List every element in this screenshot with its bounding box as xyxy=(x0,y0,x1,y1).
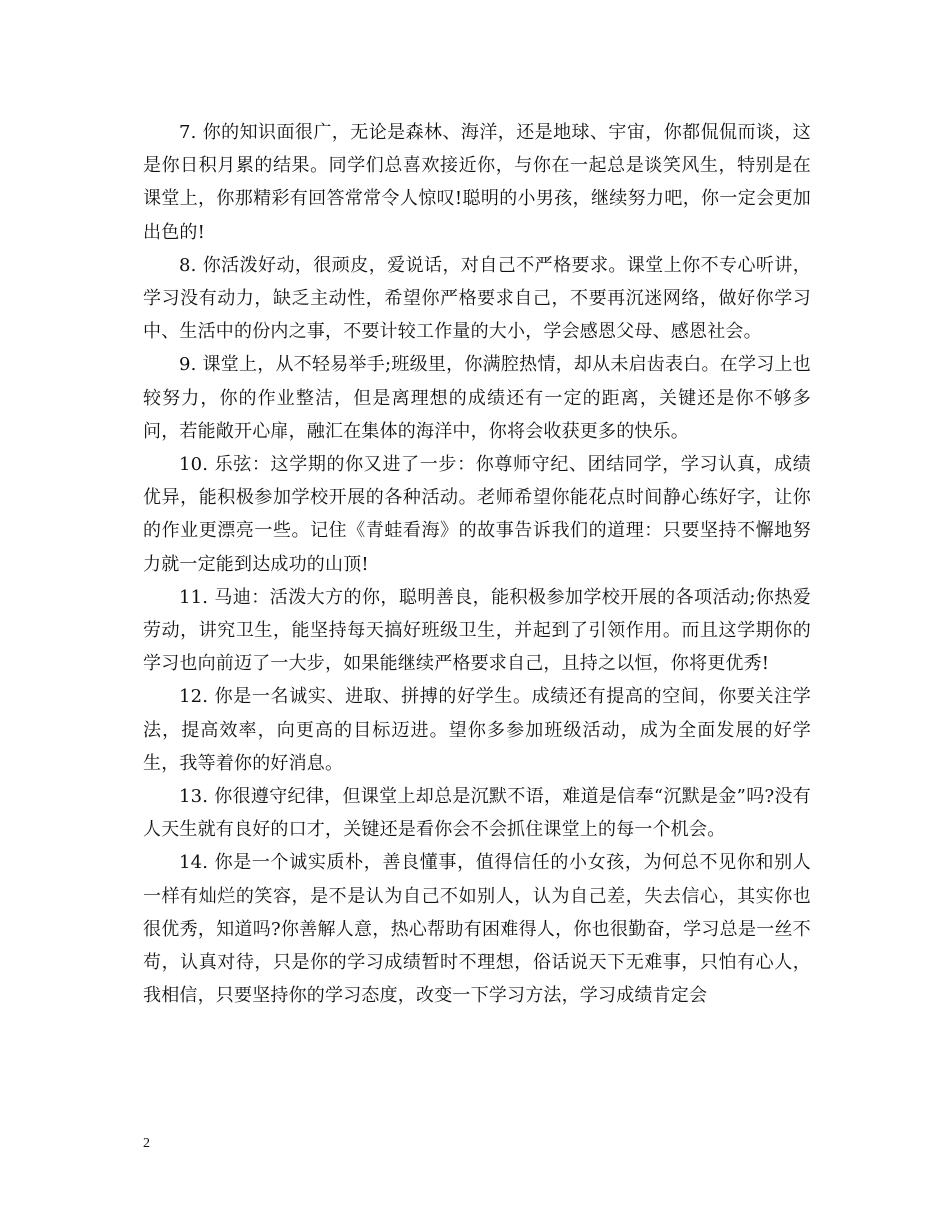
paragraph-14: 14. 你是一个诚实质朴，善良懂事，值得信任的小女孩，为何总不见你和别人一样有灿烂的笑容，是不是认为自己不如别人，认为自己差，失去信心，其实你也很优秀，知道吗?你善解人意，热心帮助有困难得人，你也很勤奋，学习总是一丝不苟，认真对待，只是你的学习成绩暂时不理想，俗话说天下无难事，只怕有心人，我相信，只要坚持你的学习态度，改变一下学习方法，学习成绩肯定会 xyxy=(143,852,811,1007)
paragraph-9: 9. 课堂上，从不轻易举手;班级里，你满腔热情，却从未启齿表白。在学习上也较努力，你的作业整洁，但是离理想的成绩还有一定的距离，关键还是你不够多问，若能敞开心扉，融汇在集体的海洋中，你将会收获更多的快乐。 xyxy=(143,354,811,442)
page-number: 2 xyxy=(143,1136,150,1151)
document-body xyxy=(143,116,811,1012)
paragraph-13: 13. 你很遵守纪律，但课堂上却总是沉默不语，难道是信奉“沉默是金”吗?没有人天生就有良好的口才，关键还是看你会不会抓住课堂上的每一个机会。 xyxy=(143,786,811,841)
paragraph-11: 11. 马迪：活泼大方的你，聪明善良，能积极参加学校开展的各项活动;你热爱劳动，讲究卫生，能坚持每天搞好班级卫生，并起到了引领作用。而且这学期你的学习也向前迈了一大步，如果能继续严格要求自己，且持之以恒，你将更优秀! xyxy=(143,586,811,675)
paragraph-8: 8. 你活泼好动，很顽皮，爱说话，对自己不严格要求。课堂上你不专心听讲，学习没有动力，缺乏主动性，希望你严格要求自己，不要再沉迷网络，做好你学习中、生活中的份内之事，不要计较工作量的大小，学会感恩父母、感恩社会。 xyxy=(143,254,811,343)
paragraph-7: 7. 你的知识面很广，无论是森林、海洋，还是地球、宇宙，你都侃侃而谈，这是你日积月累的结果。同学们总喜欢接近你，与你在一起总是谈笑风生，特别是在课堂上，你那精彩有回答常常令人惊叹!聪明的小男孩，继续努力吧，你一定会更加出色的! xyxy=(143,122,811,243)
paragraph-12: 12. 你是一名诚实、进取、拼搏的好学生。成绩还有提高的空间，你要关注学法，提高效率，向更高的目标迈进。望你多参加班级活动，成为全面发展的好学生，我等着你的好消息。 xyxy=(143,686,811,774)
paragraph-10: 10. 乐弦：这学期的你又进了一步：你尊师守纪、团结同学，学习认真，成绩优异，能积极参加学校开展的各种活动。老师希望你能花点时间静心练好字，让你的作业更漂亮一些。记住《青蛙看海》的故事告诉我们的道理：只要坚持不懈地努力就一定能到达成功的山顶! xyxy=(143,454,811,575)
